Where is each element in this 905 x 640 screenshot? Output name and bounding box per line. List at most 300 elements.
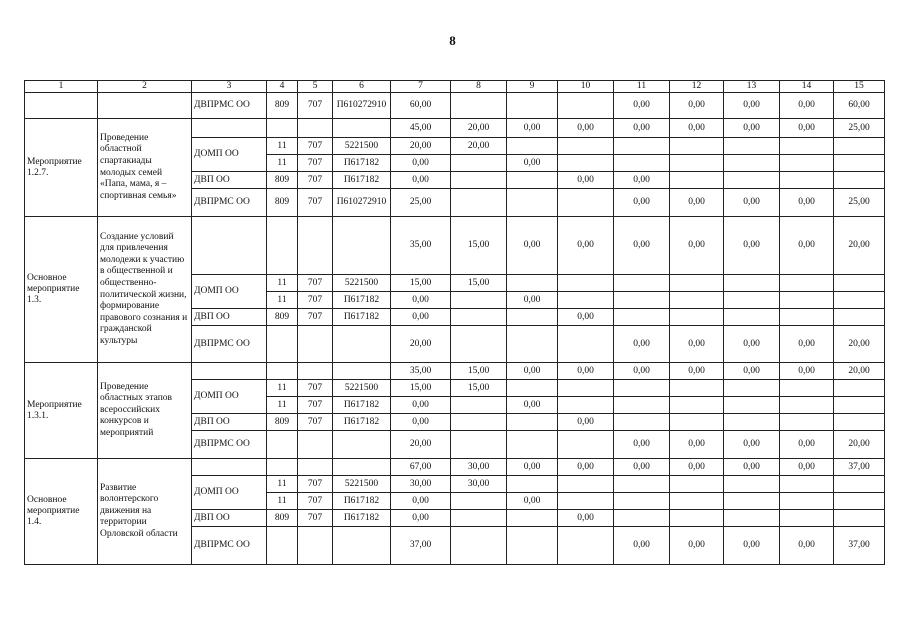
amount-cell bbox=[780, 138, 834, 155]
header-cell: 14 bbox=[780, 81, 834, 93]
amount-cell bbox=[834, 397, 885, 414]
section-cell bbox=[298, 217, 333, 275]
kcsr-cell bbox=[333, 119, 391, 138]
amount-cell: 0,00 bbox=[724, 217, 780, 275]
section-cell: 707 bbox=[298, 309, 333, 326]
kcsr-cell: П617182 bbox=[333, 510, 391, 527]
amount-cell: 0,00 bbox=[391, 309, 451, 326]
amount-cell bbox=[724, 172, 780, 189]
amount-cell bbox=[614, 380, 670, 397]
kcsr-cell bbox=[333, 363, 391, 380]
amount-cell bbox=[451, 493, 507, 510]
amount-cell: 45,00 bbox=[391, 119, 451, 138]
amount-cell: 0,00 bbox=[558, 510, 614, 527]
amount-cell: 0,00 bbox=[391, 292, 451, 309]
section-cell: 707 bbox=[298, 414, 333, 431]
kcsr-cell bbox=[333, 459, 391, 476]
amount-cell: 0,00 bbox=[780, 326, 834, 363]
amount-cell: 0,00 bbox=[614, 172, 670, 189]
budget-table bbox=[24, 80, 885, 565]
amount-cell: 30,00 bbox=[451, 476, 507, 493]
amount-cell bbox=[558, 292, 614, 309]
amount-cell: 20,00 bbox=[451, 119, 507, 138]
amount-cell: 0,00 bbox=[391, 510, 451, 527]
amount-cell: 20,00 bbox=[834, 326, 885, 363]
department-cell: ДВПРМС ОО bbox=[192, 93, 267, 119]
amount-cell bbox=[834, 414, 885, 431]
amount-cell: 0,00 bbox=[558, 119, 614, 138]
amount-cell bbox=[834, 309, 885, 326]
kvsr-cell: 809 bbox=[267, 189, 298, 217]
amount-cell: 0,00 bbox=[724, 363, 780, 380]
kvsr-cell bbox=[267, 431, 298, 459]
amount-cell: 0,00 bbox=[507, 155, 558, 172]
amount-cell bbox=[451, 309, 507, 326]
amount-cell bbox=[614, 138, 670, 155]
amount-cell: 67,00 bbox=[391, 459, 451, 476]
header-cell: 4 bbox=[267, 81, 298, 93]
header-cell: 3 bbox=[192, 81, 267, 93]
table-row bbox=[25, 363, 885, 380]
department-cell: ДОМП ОО bbox=[192, 476, 267, 510]
department-cell: ДОМП ОО bbox=[192, 275, 267, 309]
amount-cell bbox=[558, 380, 614, 397]
amount-cell bbox=[558, 138, 614, 155]
amount-cell bbox=[780, 292, 834, 309]
amount-cell bbox=[614, 510, 670, 527]
amount-cell: 0,00 bbox=[670, 217, 724, 275]
amount-cell bbox=[614, 476, 670, 493]
amount-cell bbox=[507, 309, 558, 326]
table-row bbox=[25, 93, 885, 119]
amount-cell bbox=[724, 138, 780, 155]
amount-cell bbox=[507, 414, 558, 431]
amount-cell bbox=[670, 155, 724, 172]
header-cell: 5 bbox=[298, 81, 333, 93]
kvsr-cell: 809 bbox=[267, 414, 298, 431]
department-cell: ДВПРМС ОО bbox=[192, 527, 267, 565]
amount-cell: 0,00 bbox=[780, 431, 834, 459]
amount-cell bbox=[614, 155, 670, 172]
table-row bbox=[25, 119, 885, 138]
header-cell: 11 bbox=[614, 81, 670, 93]
kvsr-cell bbox=[267, 326, 298, 363]
kcsr-cell: П617182 bbox=[333, 155, 391, 172]
amount-cell bbox=[670, 493, 724, 510]
header-cell: 6 bbox=[333, 81, 391, 93]
amount-cell: 0,00 bbox=[507, 292, 558, 309]
amount-cell: 0,00 bbox=[670, 363, 724, 380]
amount-cell: 0,00 bbox=[391, 172, 451, 189]
activity-name-cell: Основное мероприятие 1.3. bbox=[25, 217, 98, 363]
amount-cell bbox=[670, 275, 724, 292]
kvsr-cell: 809 bbox=[267, 93, 298, 119]
kcsr-cell: П617182 bbox=[333, 309, 391, 326]
section-cell: 707 bbox=[298, 172, 333, 189]
amount-cell: 0,00 bbox=[670, 326, 724, 363]
amount-cell bbox=[614, 292, 670, 309]
amount-cell: 0,00 bbox=[614, 431, 670, 459]
amount-cell bbox=[780, 493, 834, 510]
amount-cell bbox=[451, 510, 507, 527]
header-row bbox=[25, 81, 885, 93]
amount-cell bbox=[670, 380, 724, 397]
activity-description-cell: Проведение областных этапов всероссийских конкурсов и мероприятий bbox=[98, 363, 192, 459]
amount-cell bbox=[507, 138, 558, 155]
amount-cell: 0,00 bbox=[558, 414, 614, 431]
section-cell: 707 bbox=[298, 380, 333, 397]
table-row bbox=[25, 459, 885, 476]
header-cell: 13 bbox=[724, 81, 780, 93]
amount-cell bbox=[780, 275, 834, 292]
amount-cell: 20,00 bbox=[834, 217, 885, 275]
activity-name-cell: Основное мероприятие 1.4. bbox=[25, 459, 98, 565]
department-cell: ДВП ОО bbox=[192, 172, 267, 189]
amount-cell: 0,00 bbox=[507, 459, 558, 476]
amount-cell bbox=[834, 275, 885, 292]
section-cell: 707 bbox=[298, 189, 333, 217]
amount-cell: 60,00 bbox=[391, 93, 451, 119]
amount-cell bbox=[558, 527, 614, 565]
department-cell: ДВПРМС ОО bbox=[192, 326, 267, 363]
section-cell: 707 bbox=[298, 476, 333, 493]
department-cell: ДВП ОО bbox=[192, 414, 267, 431]
amount-cell bbox=[614, 493, 670, 510]
kcsr-cell: П617182 bbox=[333, 172, 391, 189]
header-cell: 15 bbox=[834, 81, 885, 93]
department-cell: ДВП ОО bbox=[192, 510, 267, 527]
amount-cell bbox=[670, 476, 724, 493]
amount-cell: 0,00 bbox=[614, 189, 670, 217]
amount-cell: 0,00 bbox=[614, 326, 670, 363]
department-cell: ДОМП ОО bbox=[192, 138, 267, 172]
amount-cell: 0,00 bbox=[670, 93, 724, 119]
amount-cell: 0,00 bbox=[780, 459, 834, 476]
amount-cell bbox=[834, 510, 885, 527]
amount-cell: 0,00 bbox=[670, 527, 724, 565]
amount-cell: 0,00 bbox=[507, 493, 558, 510]
amount-cell bbox=[724, 397, 780, 414]
amount-cell: 0,00 bbox=[724, 431, 780, 459]
amount-cell: 30,00 bbox=[451, 459, 507, 476]
amount-cell: 37,00 bbox=[391, 527, 451, 565]
amount-cell bbox=[780, 309, 834, 326]
amount-cell: 0,00 bbox=[558, 363, 614, 380]
amount-cell bbox=[558, 476, 614, 493]
amount-cell: 0,00 bbox=[391, 414, 451, 431]
amount-cell: 0,00 bbox=[507, 397, 558, 414]
amount-cell bbox=[451, 431, 507, 459]
kcsr-cell: П617182 bbox=[333, 292, 391, 309]
activity-name-cell: Мероприятие 1.2.7. bbox=[25, 119, 98, 217]
activity-name-cell: Мероприятие 1.3.1. bbox=[25, 363, 98, 459]
amount-cell bbox=[834, 292, 885, 309]
page-number: 8 bbox=[449, 33, 456, 48]
section-cell: 707 bbox=[298, 275, 333, 292]
amount-cell: 15,00 bbox=[451, 363, 507, 380]
amount-cell bbox=[670, 397, 724, 414]
kcsr-cell: П610272910 bbox=[333, 93, 391, 119]
activity-description-cell: Создание условий для привлечения молодежи к участию в общественной и общественно-политической жизни, формирование правового сознания и гражданской культуры bbox=[98, 217, 192, 363]
amount-cell bbox=[834, 138, 885, 155]
header-cell: 7 bbox=[391, 81, 451, 93]
kvsr-cell: 11 bbox=[267, 493, 298, 510]
amount-cell: 0,00 bbox=[780, 119, 834, 138]
section-cell: 707 bbox=[298, 155, 333, 172]
kvsr-cell: 11 bbox=[267, 292, 298, 309]
amount-cell bbox=[558, 431, 614, 459]
amount-cell bbox=[558, 189, 614, 217]
amount-cell bbox=[451, 397, 507, 414]
section-cell bbox=[298, 119, 333, 138]
amount-cell bbox=[724, 292, 780, 309]
amount-cell: 0,00 bbox=[391, 155, 451, 172]
section-cell: 707 bbox=[298, 397, 333, 414]
kvsr-cell: 809 bbox=[267, 309, 298, 326]
amount-cell bbox=[670, 414, 724, 431]
amount-cell: 0,00 bbox=[780, 93, 834, 119]
section-cell: 707 bbox=[298, 510, 333, 527]
department-cell: ДВПРМС ОО bbox=[192, 189, 267, 217]
kcsr-cell: 5221500 bbox=[333, 380, 391, 397]
section-cell bbox=[298, 363, 333, 380]
amount-cell: 0,00 bbox=[507, 363, 558, 380]
kcsr-cell bbox=[333, 217, 391, 275]
kvsr-cell: 11 bbox=[267, 155, 298, 172]
kvsr-cell: 809 bbox=[267, 510, 298, 527]
amount-cell bbox=[724, 414, 780, 431]
amount-cell bbox=[670, 309, 724, 326]
amount-cell bbox=[834, 380, 885, 397]
amount-cell: 35,00 bbox=[391, 217, 451, 275]
amount-cell: 35,00 bbox=[391, 363, 451, 380]
amount-cell bbox=[507, 380, 558, 397]
amount-cell: 0,00 bbox=[780, 363, 834, 380]
amount-cell bbox=[780, 380, 834, 397]
kcsr-cell: 5221500 bbox=[333, 275, 391, 292]
kcsr-cell: П617182 bbox=[333, 493, 391, 510]
section-cell bbox=[298, 431, 333, 459]
amount-cell: 0,00 bbox=[614, 527, 670, 565]
amount-cell: 0,00 bbox=[507, 119, 558, 138]
amount-cell bbox=[724, 309, 780, 326]
department-cell bbox=[192, 217, 267, 275]
amount-cell: 25,00 bbox=[834, 189, 885, 217]
amount-cell bbox=[780, 476, 834, 493]
activity-name-cell bbox=[25, 93, 98, 119]
amount-cell: 15,00 bbox=[451, 275, 507, 292]
amount-cell: 20,00 bbox=[451, 138, 507, 155]
amount-cell bbox=[558, 397, 614, 414]
amount-cell bbox=[670, 172, 724, 189]
amount-cell bbox=[670, 138, 724, 155]
amount-cell bbox=[451, 414, 507, 431]
amount-cell bbox=[670, 292, 724, 309]
amount-cell: 0,00 bbox=[724, 119, 780, 138]
amount-cell: 0,00 bbox=[614, 93, 670, 119]
amount-cell bbox=[507, 275, 558, 292]
kcsr-cell: П617182 bbox=[333, 397, 391, 414]
kvsr-cell: 11 bbox=[267, 380, 298, 397]
amount-cell: 20,00 bbox=[391, 326, 451, 363]
amount-cell: 0,00 bbox=[780, 527, 834, 565]
amount-cell bbox=[724, 476, 780, 493]
amount-cell: 0,00 bbox=[670, 431, 724, 459]
amount-cell bbox=[451, 155, 507, 172]
kvsr-cell bbox=[267, 459, 298, 476]
kvsr-cell bbox=[267, 527, 298, 565]
amount-cell: 0,00 bbox=[391, 397, 451, 414]
kvsr-cell: 11 bbox=[267, 397, 298, 414]
amount-cell: 0,00 bbox=[724, 189, 780, 217]
section-cell bbox=[298, 326, 333, 363]
amount-cell: 15,00 bbox=[391, 380, 451, 397]
amount-cell: 0,00 bbox=[558, 172, 614, 189]
amount-cell bbox=[614, 414, 670, 431]
amount-cell bbox=[724, 155, 780, 172]
amount-cell bbox=[558, 93, 614, 119]
section-cell: 707 bbox=[298, 93, 333, 119]
amount-cell bbox=[780, 397, 834, 414]
header-cell: 12 bbox=[670, 81, 724, 93]
amount-cell bbox=[507, 326, 558, 363]
table-row bbox=[25, 217, 885, 275]
kcsr-cell bbox=[333, 431, 391, 459]
department-cell bbox=[192, 119, 267, 138]
amount-cell bbox=[507, 172, 558, 189]
amount-cell: 15,00 bbox=[391, 275, 451, 292]
amount-cell: 20,00 bbox=[834, 363, 885, 380]
amount-cell bbox=[780, 155, 834, 172]
kvsr-cell bbox=[267, 119, 298, 138]
amount-cell: 25,00 bbox=[834, 119, 885, 138]
amount-cell: 0,00 bbox=[507, 217, 558, 275]
department-cell: ДВП ОО bbox=[192, 309, 267, 326]
amount-cell bbox=[614, 397, 670, 414]
kvsr-cell: 809 bbox=[267, 172, 298, 189]
amount-cell bbox=[780, 414, 834, 431]
amount-cell bbox=[507, 189, 558, 217]
amount-cell bbox=[507, 510, 558, 527]
amount-cell bbox=[507, 93, 558, 119]
amount-cell bbox=[724, 275, 780, 292]
kcsr-cell: 5221500 bbox=[333, 476, 391, 493]
activity-description-cell: Развитие волонтерского движения на территории Орловской области bbox=[98, 459, 192, 565]
kvsr-cell: 11 bbox=[267, 275, 298, 292]
kvsr-cell: 11 bbox=[267, 476, 298, 493]
header-cell: 9 bbox=[507, 81, 558, 93]
amount-cell bbox=[670, 510, 724, 527]
activity-description-cell: Проведение областной спартакиады молодых семей «Папа, мама, я – спортивная семья» bbox=[98, 119, 192, 217]
amount-cell bbox=[451, 172, 507, 189]
department-cell bbox=[192, 459, 267, 476]
kvsr-cell bbox=[267, 217, 298, 275]
amount-cell bbox=[780, 510, 834, 527]
amount-cell bbox=[507, 431, 558, 459]
amount-cell: 0,00 bbox=[614, 217, 670, 275]
amount-cell: 0,00 bbox=[391, 493, 451, 510]
amount-cell: 0,00 bbox=[724, 527, 780, 565]
amount-cell bbox=[507, 476, 558, 493]
amount-cell bbox=[558, 275, 614, 292]
amount-cell bbox=[724, 510, 780, 527]
kcsr-cell: 5221500 bbox=[333, 138, 391, 155]
amount-cell bbox=[834, 155, 885, 172]
amount-cell: 0,00 bbox=[724, 326, 780, 363]
amount-cell bbox=[614, 309, 670, 326]
amount-cell: 20,00 bbox=[834, 431, 885, 459]
amount-cell: 37,00 bbox=[834, 459, 885, 476]
amount-cell: 0,00 bbox=[614, 119, 670, 138]
amount-cell bbox=[558, 326, 614, 363]
amount-cell bbox=[451, 527, 507, 565]
amount-cell: 0,00 bbox=[558, 309, 614, 326]
header-cell: 1 bbox=[25, 81, 98, 93]
amount-cell bbox=[834, 493, 885, 510]
header-cell: 10 bbox=[558, 81, 614, 93]
amount-cell bbox=[724, 380, 780, 397]
amount-cell: 0,00 bbox=[558, 459, 614, 476]
amount-cell: 0,00 bbox=[558, 217, 614, 275]
amount-cell: 0,00 bbox=[780, 217, 834, 275]
amount-cell bbox=[451, 292, 507, 309]
amount-cell: 20,00 bbox=[391, 138, 451, 155]
amount-cell bbox=[780, 172, 834, 189]
amount-cell: 15,00 bbox=[451, 217, 507, 275]
amount-cell bbox=[558, 155, 614, 172]
amount-cell: 0,00 bbox=[670, 459, 724, 476]
section-cell: 707 bbox=[298, 138, 333, 155]
section-cell: 707 bbox=[298, 493, 333, 510]
kvsr-cell: 11 bbox=[267, 138, 298, 155]
amount-cell bbox=[834, 476, 885, 493]
kcsr-cell: П617182 bbox=[333, 414, 391, 431]
kcsr-cell: П610272910 bbox=[333, 189, 391, 217]
amount-cell: 20,00 bbox=[391, 431, 451, 459]
amount-cell: 37,00 bbox=[834, 527, 885, 565]
amount-cell: 0,00 bbox=[614, 459, 670, 476]
kvsr-cell bbox=[267, 363, 298, 380]
activity-description-cell bbox=[98, 93, 192, 119]
kcsr-cell bbox=[333, 527, 391, 565]
amount-cell: 30,00 bbox=[391, 476, 451, 493]
amount-cell bbox=[614, 275, 670, 292]
amount-cell bbox=[451, 189, 507, 217]
amount-cell: 25,00 bbox=[391, 189, 451, 217]
amount-cell: 0,00 bbox=[614, 363, 670, 380]
section-cell: 707 bbox=[298, 292, 333, 309]
amount-cell bbox=[724, 493, 780, 510]
amount-cell bbox=[558, 493, 614, 510]
amount-cell: 0,00 bbox=[670, 189, 724, 217]
amount-cell bbox=[507, 527, 558, 565]
amount-cell: 0,00 bbox=[780, 189, 834, 217]
header-cell: 2 bbox=[98, 81, 192, 93]
amount-cell: 60,00 bbox=[834, 93, 885, 119]
amount-cell bbox=[451, 93, 507, 119]
amount-cell: 0,00 bbox=[724, 93, 780, 119]
header-cell: 8 bbox=[451, 81, 507, 93]
section-cell bbox=[298, 527, 333, 565]
department-cell: ДОМП ОО bbox=[192, 380, 267, 414]
amount-cell: 0,00 bbox=[670, 119, 724, 138]
amount-cell bbox=[451, 326, 507, 363]
department-cell bbox=[192, 363, 267, 380]
amount-cell bbox=[834, 172, 885, 189]
amount-cell: 0,00 bbox=[724, 459, 780, 476]
kcsr-cell bbox=[333, 326, 391, 363]
amount-cell: 15,00 bbox=[451, 380, 507, 397]
